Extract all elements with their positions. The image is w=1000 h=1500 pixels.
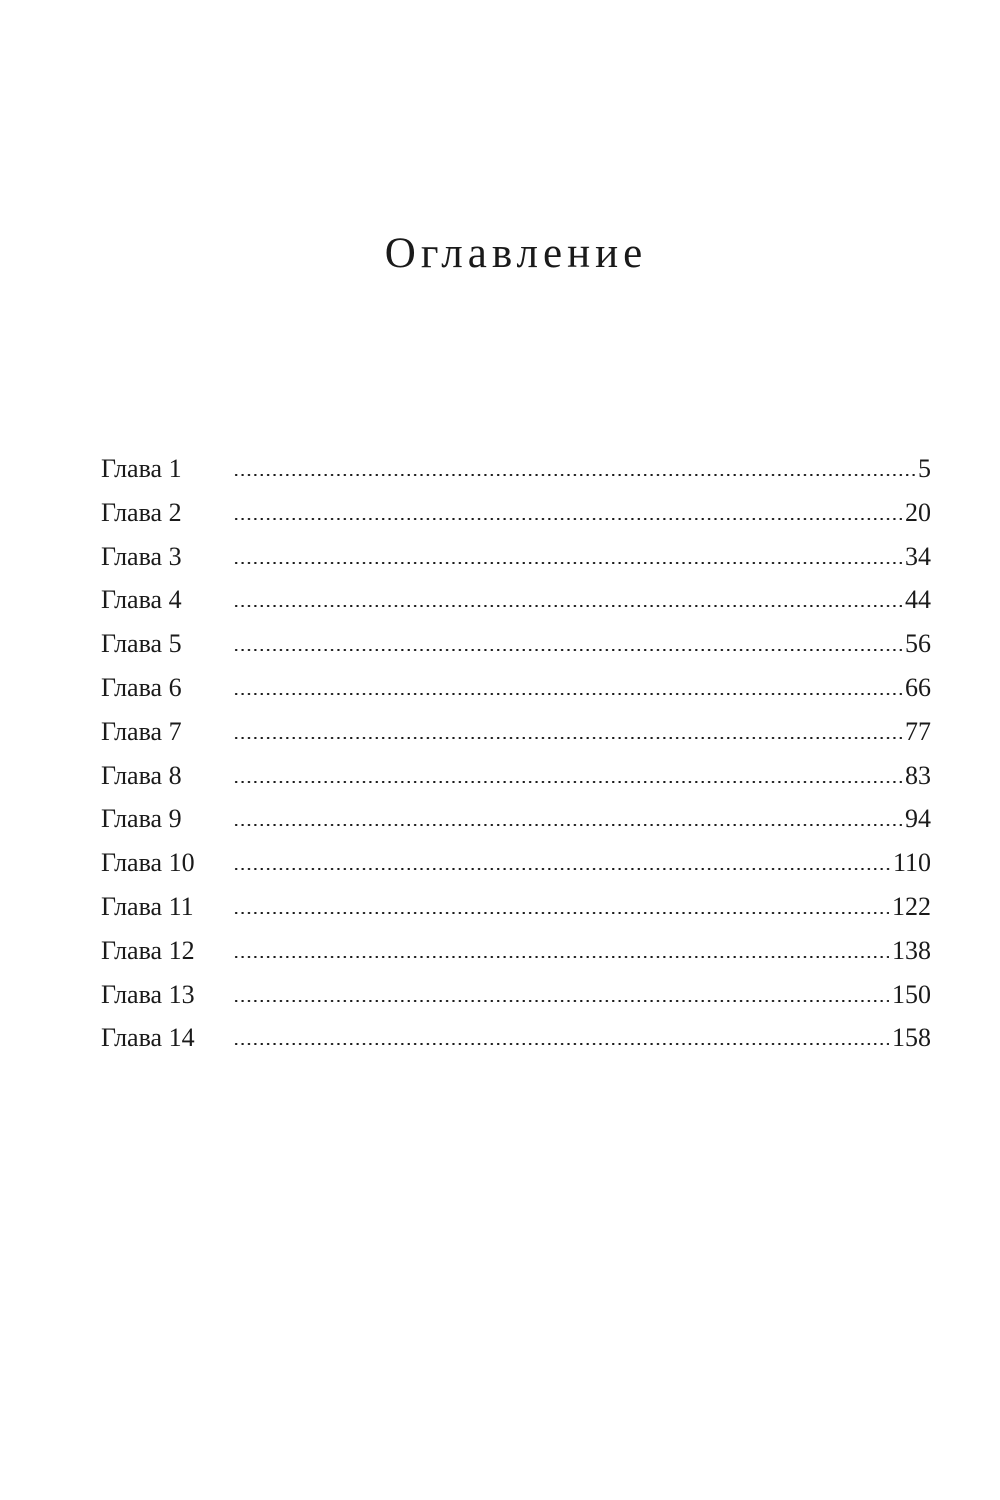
- toc-entry-chapter-13[interactable]: [101, 973, 931, 1017]
- toc-entry-chapter-1[interactable]: [101, 447, 931, 491]
- page-title: Оглавление: [384, 230, 648, 277]
- toc-page-number: 158: [892, 1023, 931, 1053]
- dot-leader: [233, 518, 902, 520]
- toc-page-number: 122: [892, 891, 931, 921]
- toc-chapter-label: Глава 1: [101, 454, 182, 483]
- toc-chapter-label: Глава 13: [101, 979, 195, 1009]
- toc-chapter-label: Глава 10: [101, 848, 195, 878]
- toc-page-number: 44: [905, 585, 931, 615]
- toc-entry-chapter-9[interactable]: [101, 797, 931, 841]
- toc-chapter-label: Глава 3: [101, 541, 182, 571]
- toc-page-number: 34: [905, 541, 931, 571]
- toc-entry-chapter-8[interactable]: [101, 754, 931, 798]
- dot-leader: [233, 1043, 889, 1045]
- dot-leader: [233, 868, 890, 870]
- toc-chapter-label: Глава 6: [101, 672, 182, 702]
- toc-chapter-label: Глава 11: [101, 891, 194, 921]
- toc-entry-chapter-14[interactable]: [101, 1016, 931, 1060]
- toc-entry-chapter-11[interactable]: [101, 885, 931, 929]
- toc-page-number: 94: [905, 804, 931, 834]
- toc-entry-chapter-3[interactable]: [101, 535, 931, 579]
- toc-chapter-label: Глава 8: [101, 760, 182, 790]
- toc-page-number: 56: [905, 629, 931, 659]
- toc-chapter-label: Глава 14: [101, 1023, 195, 1053]
- dot-leader: [233, 737, 902, 739]
- dot-leader: [233, 912, 889, 914]
- dot-leader: [233, 956, 889, 958]
- toc-entry-chapter-12[interactable]: [101, 929, 931, 973]
- toc-entry-chapter-10[interactable]: [101, 841, 931, 885]
- toc-chapter-label: Глава 5: [101, 629, 182, 659]
- dot-leader: [233, 824, 902, 826]
- toc-entry-chapter-4[interactable]: [101, 578, 931, 622]
- dot-leader: [233, 693, 902, 695]
- toc-page-number: 110: [892, 848, 931, 878]
- dot-leader: [233, 562, 902, 564]
- dot-leader: [233, 649, 902, 651]
- toc-chapter-label: Глава 9: [101, 804, 182, 834]
- toc-page-number: 20: [905, 497, 931, 527]
- toc-page-number: 66: [905, 672, 931, 702]
- toc-chapter-label: Глава 4: [101, 585, 182, 615]
- dot-leader: [233, 474, 915, 476]
- dot-leader: [233, 781, 902, 783]
- toc-chapter-label: Глава 12: [101, 935, 195, 965]
- toc-page-number: 5: [918, 454, 931, 483]
- toc-entry-chapter-5[interactable]: [101, 622, 931, 666]
- toc-chapter-label: Глава 2: [101, 497, 182, 527]
- toc-chapter-label: Глава 7: [101, 716, 182, 746]
- toc-page-number: 83: [905, 760, 931, 790]
- dot-leader: [233, 1000, 889, 1002]
- toc-page-number: 77: [905, 716, 931, 746]
- toc-entry-chapter-2[interactable]: [101, 491, 931, 535]
- toc-page-number: 150: [892, 979, 931, 1009]
- table-of-contents: [101, 447, 931, 1060]
- toc-entry-chapter-7[interactable]: [101, 710, 931, 754]
- toc-entry-chapter-6[interactable]: [101, 666, 931, 710]
- dot-leader: [233, 605, 902, 607]
- toc-page-number: 138: [892, 935, 931, 965]
